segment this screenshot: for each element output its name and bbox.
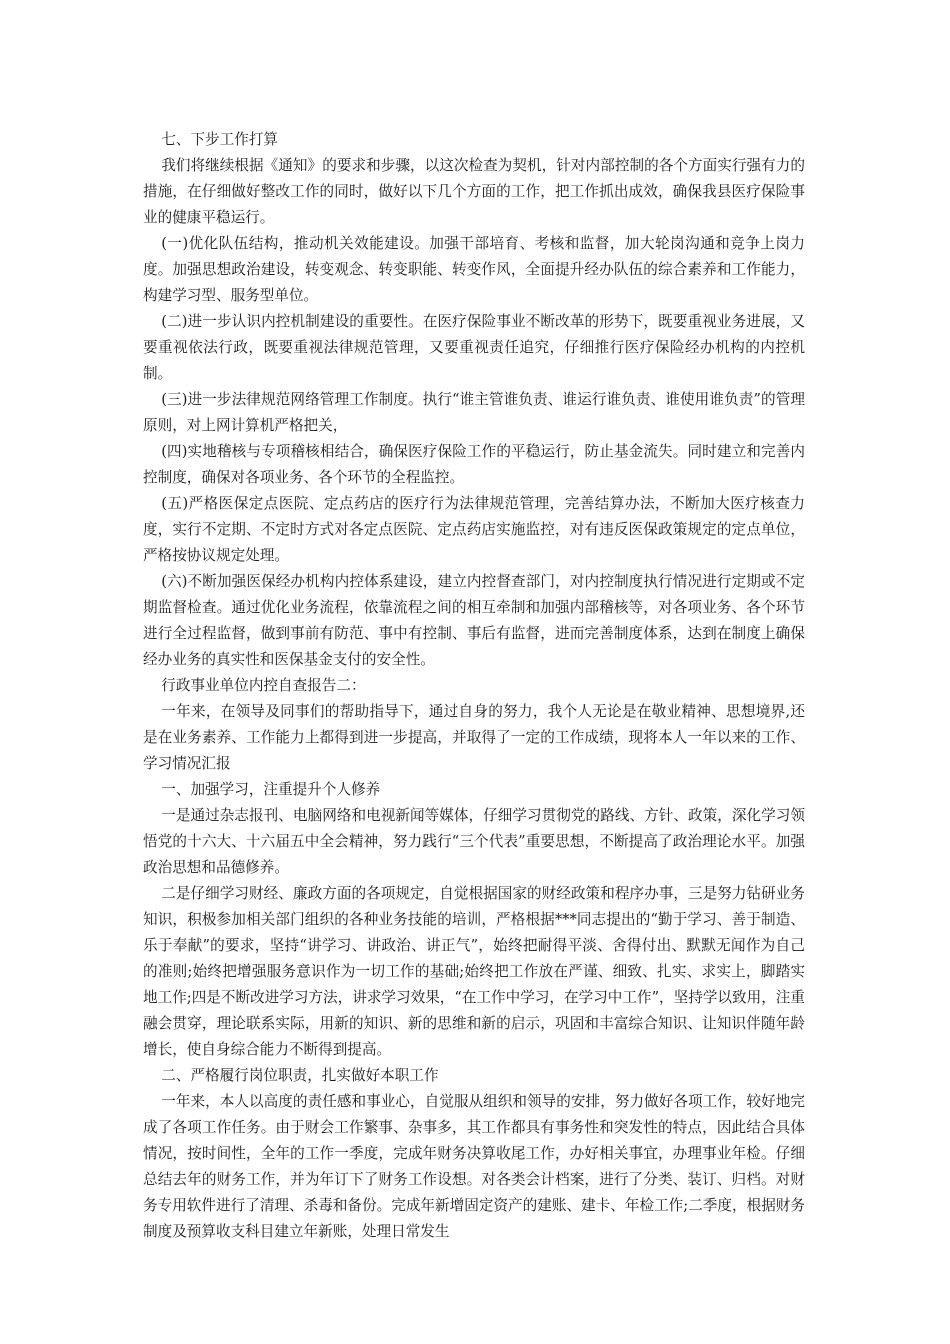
- section-heading-next-steps: 七、下步工作打算: [161, 131, 279, 148]
- paragraph: 一是通过杂志报刊、电脑网络和电视新闻等媒体，仔细学习贯彻党的路线、方针、政策，深化学习领悟党的十六大、十六届五中全会精神，努力践行“三个代表”重要思想，不断提高了政治理论水平。加强政治思想和品德修养。: [143, 807, 805, 876]
- paragraph: 一年来，在领导及同事们的帮助指导下，通过自身的努力，我个人无论是在敬业精神、思想境界,还是在业务素养、工作能力上都得到进一步提高，并取得了一定的工作成绩，现将本人一年以来的工作、学习情况汇报: [143, 703, 805, 772]
- section-heading-duties: 二、严格履行岗位职责，扎实做好本职工作: [161, 1067, 439, 1084]
- list-item: (三)进一步法律规范网络管理工作制度。执行“谁主管谁负责、谁运行谁负责、谁使用谁负责”的管理原则，对上网计算机严格把关，: [143, 391, 805, 434]
- section-heading-study: 一、加强学习，注重提升个人修养: [161, 781, 381, 798]
- list-item: (二)进一步认识内控机制建设的重要性。在医疗保险事业不断改革的形势下，既要重视业务进展，又要重视依法行政，既要重视法律规范管理，又要重视责任追究，仔细推行医疗保险经办机构的内控机制。: [143, 313, 805, 382]
- report-title: 行政事业单位内控自查报告二：: [161, 677, 366, 694]
- paragraph: 二是仔细学习财经、廉政方面的各项规定，自觉根据国家的财经政策和程序办事，三是努力钻研业务知识，积极参加相关部门组织的各种业务技能的培训，严格根据***同志提出的“勤于学习、善于制造、乐于奉献”的要求，坚持“讲学习、讲政治、讲正气”，始终把耐得平淡、舍得付出、默默无闻作为自己的准则;始终把增强服务意识作为一切工作的基础;始终把工作放在严谨、细致、扎实、求实上，脚踏实地工作;四是不断改进学习方法，讲求学习效果，“在工作中学习，在学习中工作”，坚持学以致用，注重融会贯穿，理论联系实际，用新的知识、新的思维和新的启示，巩固和丰富综合知识、让知识伴随年龄增长，使自身综合能力不断得到提高。: [143, 885, 805, 1058]
- document-page: [143, 127, 805, 1245]
- list-item: (四)实地稽核与专项稽核相结合，确保医疗保险工作的平稳运行，防止基金流失。同时建立和完善内控制度，确保对各项业务、各个环节的全程监控。: [143, 443, 805, 486]
- paragraph: 一年来，本人以高度的责任感和事业心，自觉服从组织和领导的安排，努力做好各项工作，较好地完成了各项工作任务。由于财会工作繁事、杂事多，其工作都具有事务性和突发性的特点，因此结合具体情况，按时间性，全年的工作一季度，完成年财务决算收尾工作，办好相关事宜，办理事业年检。仔细总结去年的财务工作，并为年订下了财务工作设想。对各类会计档案，进行了分类、装订、归档。对财务专用软件进行了清理、杀毒和备份。完成年新增固定资产的建账、建卡、年检工作;二季度，根据财务制度及预算收支科目建立年新账，处理日常发生: [143, 1093, 805, 1240]
- list-item: (五)严格医保定点医院、定点药店的医疗行为法律规范管理，完善结算办法，不断加大医疗核查力度，实行不定期、不定时方式对各定点医院、定点药店实施监控，对有违反医保政策规定的定点单位，严格按协议规定处理。: [143, 495, 805, 564]
- list-item: (一)优化队伍结构，推动机关效能建设。加强干部培育、考核和监督，加大轮岗沟通和竞争上岗力度。加强思想政治建设，转变观念、转变职能、转变作风，全面提升经办队伍的综合素养和工作能力，构建学习型、服务型单位。: [143, 235, 805, 304]
- paragraph: 我们将继续根据《通知》的要求和步骤，以这次检查为契机，针对内部控制的各个方面实行强有力的措施，在仔细做好整改工作的同时，做好以下几个方面的工作，把工作抓出成效，确保我县医疗保险事业的健康平稳运行。: [143, 157, 805, 226]
- list-item: (六)不断加强医保经办机构内控体系建设，建立内控督查部门，对内控制度执行情况进行定期或不定期监督检查。通过优化业务流程，依靠流程之间的相互牵制和加强内部稽核等，对各项业务、各个环节进行全过程监督，做到事前有防范、事中有控制、事后有监督，进而完善制度体系，达到在制度上确保经办业务的真实性和医保基金支付的安全性。: [143, 573, 805, 668]
